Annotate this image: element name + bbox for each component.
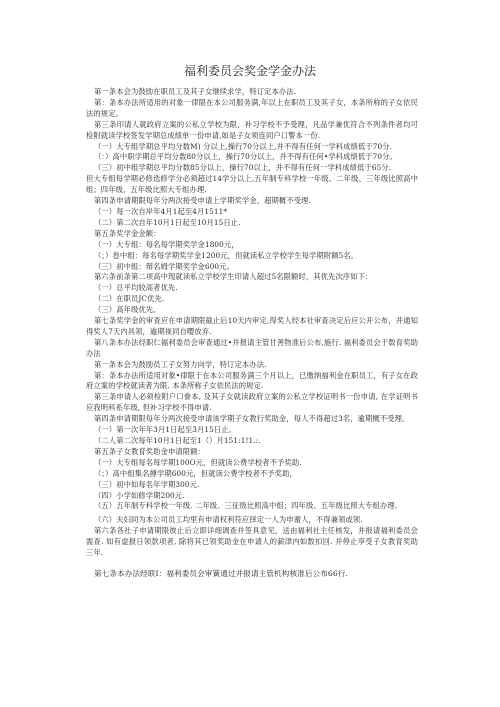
paragraph: 第三条申请人必须检附户口誊本, 及其子女就读政府立案的公私立学校证明书一份申请, 在学证明书应我明科系年级, 但补习学校不得申请. (86, 392, 418, 413)
paragraph: 第八条本办法经职仁福利委员会审查通过•并报请主管甘善物准后公布,施行. 福利委员会于数育奖助办法 (86, 337, 418, 358)
paragraph: （一）第一次年年3月1日起至3月15日止。 (94, 425, 237, 435)
paragraph: 第四条申请期限每年分两次接受申请该学期子女教行奖助金，每人不得超过3名，逾期概不受理。 (94, 414, 410, 424)
paragraph: 第六条前条第二项高中现就读私立学校学生印请人超过5名限额时，其优先次序如下： (94, 272, 373, 282)
paragraph: 第四条申请期限每年分两次接受申请上学期奖学金，超期概不受理. (94, 196, 311, 206)
paragraph: （；）高中组集名搏学期600元，但就读公费学校者不予奖助， (94, 468, 297, 478)
paragraph: 第：条本办法所适用的对象一律限在本公司服务满,年以上在职员工及其子女，本条所称的子女依民法的规定。 (86, 97, 418, 118)
paragraph: （一）大专组学期总平均分数M) 分以上,操行70分以上,并不得有任何一学科成绩低于70分. (94, 141, 393, 151)
paragraph: （三）初中组学期总平均分数85分以上，操行70以上，并不得有任何一学科成绩低于65分. (94, 163, 392, 173)
document-title: 福利委员会奖金学金办法 (183, 64, 316, 78)
paragraph: 第五条子女教育奖助金申请限额： (94, 446, 205, 456)
paragraph: （三）初中组：辩名姆学期奖学金600元。 (94, 261, 234, 271)
paragraph: 第六条各社子申请期限彼止后立即详细调查并签具意见，送由福利社主任核发，并报请福利委员会需查. 如有虚报日领款项者, 除将其已领奖助金在申请人的薪津内如数扣回. 并停止享受子女教育奖助三年. (86, 526, 418, 558)
paragraph: （一）总平均较高者优先. (94, 283, 178, 293)
paragraph: 第七条奖学金的审查应在申请期限截止后10天内审定,得奖人经本社审查决定后应公开公布，并通知得奖人7天内具领，逾期视同自嘤放弃. (86, 316, 418, 336)
paragraph: （二）第二次自年10月1日起至10月15日止. (94, 217, 241, 227)
paragraph: （二）在职员JC优先. (94, 294, 165, 304)
paragraph: （一）大专组：每名每学期奖学金1800元， (94, 239, 239, 249)
paragraph: （五）五年制专科学校一年级. 二年级、三征级比照高中组；四年级、五年级比照大专组办理. (94, 501, 398, 511)
paragraph: 第五条奖学金金额： (94, 228, 161, 238)
document-body (86, 87, 418, 580)
paragraph: 第七条本办法经联I：福利委员会审簧通过并报请主管机构核准后公布66行. (94, 568, 348, 578)
paragraph: 第三条印请人就政府立案的公私立学校为限，补习学校不予受理，凡品学兼优符合不列条件者均可检附就读学校签发学期总成绩单一份申请,如是子女须连同户口警本一份. (86, 119, 418, 140)
paragraph: （三）初中如每名年学期300元. (94, 479, 200, 489)
paragraph: 第一条本会为鼓励在职员工及其子女继续求学，特订定本办法. (94, 87, 297, 96)
paragraph: 第：条本办法所适用对象•律限于在本公司服务满三个月以上，已缴纳福利金在职员工，有子女在政府立案的学校就读者为限. 本条所称子女依民法的规定. (86, 370, 418, 391)
paragraph: （：）高中职学期总平均分数80分以上，操行70分以上，并不得有任何•学科成绩低于70分。 (94, 152, 397, 162)
paragraph: （四）小学如修学期200元. (94, 490, 185, 500)
paragraph: 但大专组每学期必修选修学分必须超过14学分以上,五年制专科学校一年级、二年级、三年级比照高中组；四年级、五年级比照大专组办理. (86, 174, 418, 195)
paragraph: （一）大专组每名每学期100O元，但就读公费学校者不予奖助. (94, 457, 302, 467)
paragraph: （六）夫妇同为本公司员工均里有申请权利符应择定一人为申谢人，不得兼领或领. (94, 515, 363, 525)
paragraph: （三）高年级优先。 (94, 305, 161, 315)
paragraph: （；）卷中组：每名每学期奖学金1200元，但就读私立学校学生每学期附额5名。 (94, 250, 359, 260)
paragraph: 第一条本会为鼓励员工子女努力向学，特订定本办法. (94, 359, 267, 369)
paragraph: （一）每一次自岸年4月1起至4月1511* (94, 206, 228, 216)
paragraph: （二人第二次每年10月1日起至1（）月151:1!1.:. (94, 436, 261, 445)
